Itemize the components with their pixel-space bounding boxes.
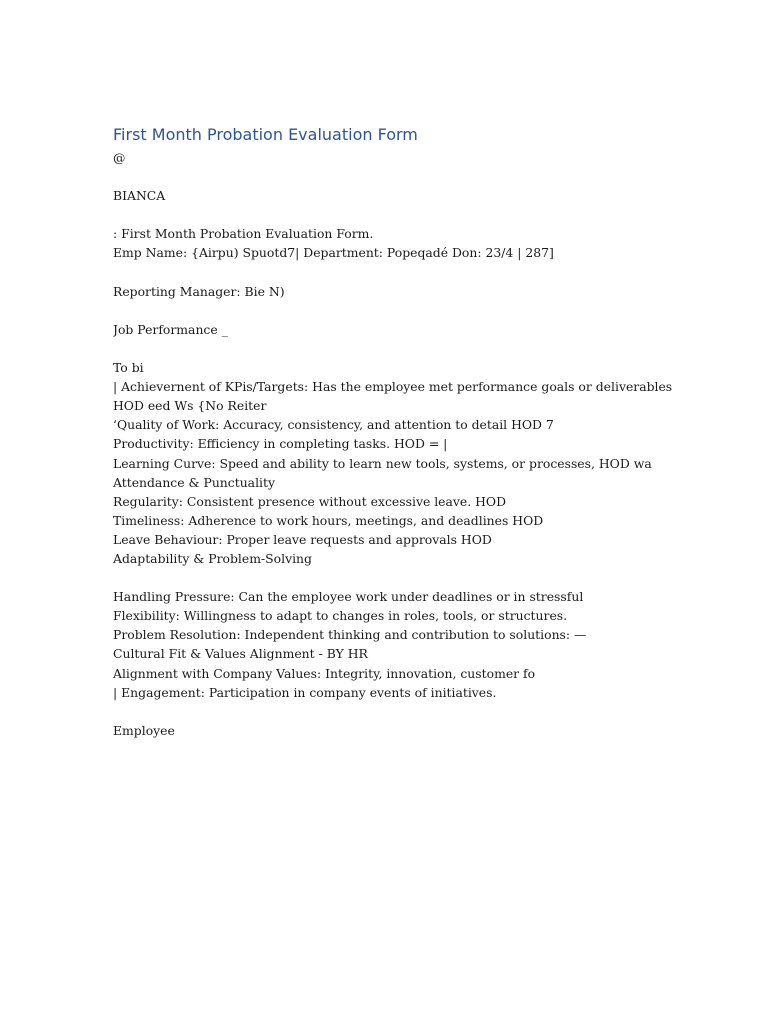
text-line: BIANCA <box>113 188 166 204</box>
text-line: Timeliness: Adherence to work hours, meetings, and deadlines HOD <box>113 512 544 528</box>
blank-line <box>113 167 753 186</box>
text-line: Reporting Manager: Bie N) <box>113 283 285 299</box>
text-line: Alignment with Company Values: Integrity, innovation, customer fo <box>113 665 536 681</box>
text-line: Flexibility: Willingness to adapt to changes in roles, tools, or structures. <box>113 608 568 624</box>
text-line: : First Month Probation Evaluation Form. <box>113 226 374 242</box>
text-line: Productivity: Efficiency in completing tasks. HOD = | <box>113 436 448 452</box>
blank-line <box>113 205 753 224</box>
text-line: To bi <box>113 360 144 376</box>
blank-line <box>113 339 753 358</box>
text-line: Adaptability & Problem-Solving <box>113 550 312 566</box>
text-line: | Engagement: Participation in company events of initiatives. <box>113 684 497 700</box>
text-line: Learning Curve: Speed and ability to learn new tools, systems, or processes, HOD wa <box>113 455 652 471</box>
document-body <box>113 148 753 740</box>
text-line: Job Performance _ <box>113 321 228 337</box>
blank-line <box>113 568 753 587</box>
blank-line <box>113 702 753 721</box>
text-line: Attendance & Punctuality <box>113 474 275 490</box>
text-line: Regularity: Consistent presence without excessive leave. HOD <box>113 493 507 509</box>
text-line: Leave Behaviour: Proper leave requests and approvals HOD <box>113 531 492 547</box>
text-line: Emp Name: {Airpu) Spuotd7| Department: Popeqadé Don: 23/4 | 287] <box>113 245 554 261</box>
text-line: Handling Pressure: Can the employee work under deadlines or in stressful <box>113 589 584 605</box>
document-title: First Month Probation Evaluation Form <box>113 125 418 144</box>
text-line: @ <box>113 150 126 165</box>
text-line: | Achievernent of KPis/Targets: Has the employee met performance goals or deliverables <box>113 379 673 395</box>
text-line: Problem Resolution: Independent thinking and contribution to solutions: — <box>113 627 587 643</box>
text-line: HOD eed Ws {No Reiter <box>113 398 267 414</box>
blank-line <box>113 301 753 320</box>
text-line: ‘Quality of Work: Accuracy, consistency, and attention to detail HOD 7 <box>113 417 554 433</box>
text-line: Cultural Fit & Values Alignment - BY HR <box>113 646 368 662</box>
text-line: Employee <box>113 722 175 738</box>
blank-line <box>113 263 753 282</box>
